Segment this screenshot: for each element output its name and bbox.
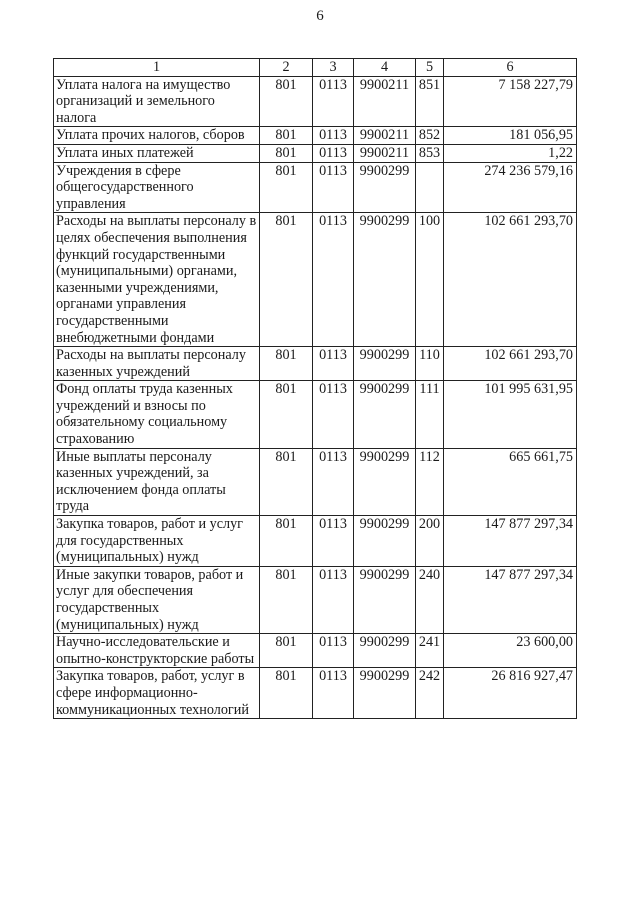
row-csr-cell: 9900299	[354, 448, 416, 515]
row-vr-cell: 200	[416, 516, 444, 567]
header-cell: 5	[416, 59, 444, 77]
row-vr-cell	[416, 162, 444, 213]
table-row	[54, 144, 577, 162]
row-sum-cell: 147 877 297,34	[444, 516, 577, 567]
row-razdel-cell: 0113	[313, 448, 354, 515]
row-sum-cell: 102 661 293,70	[444, 213, 577, 347]
row-csr-cell: 9900299	[354, 634, 416, 668]
row-ved-cell: 801	[260, 162, 313, 213]
row-name-cell: Закупка товаров, работ и услуг для государственных (муниципальных) нужд	[54, 516, 260, 567]
row-sum-cell: 23 600,00	[444, 634, 577, 668]
table-row	[54, 213, 577, 347]
row-name-cell: Уплата налога на имущество организаций и земельного налога	[54, 76, 260, 127]
row-csr-cell: 9900299	[354, 566, 416, 633]
row-name-cell: Иные закупки товаров, работ и услуг для обеспечения государственных (муниципальных) нужд	[54, 566, 260, 633]
table-row	[54, 162, 577, 213]
row-ved-cell: 801	[260, 381, 313, 448]
row-sum-cell: 147 877 297,34	[444, 566, 577, 633]
row-razdel-cell: 0113	[313, 566, 354, 633]
row-vr-cell: 852	[416, 127, 444, 145]
header-cell: 4	[354, 59, 416, 77]
row-vr-cell: 110	[416, 347, 444, 381]
row-sum-cell: 7 158 227,79	[444, 76, 577, 127]
row-ved-cell: 801	[260, 516, 313, 567]
row-razdel-cell: 0113	[313, 516, 354, 567]
table-row	[54, 381, 577, 448]
row-name-cell: Научно-исследовательские и опытно-конструкторские работы	[54, 634, 260, 668]
row-razdel-cell: 0113	[313, 381, 354, 448]
row-razdel-cell: 0113	[313, 634, 354, 668]
row-sum-cell: 181 056,95	[444, 127, 577, 145]
row-sum-cell: 274 236 579,16	[444, 162, 577, 213]
row-ved-cell: 801	[260, 668, 313, 719]
row-name-cell: Закупка товаров, работ, услуг в сфере информационно-коммуникационных технологий	[54, 668, 260, 719]
row-sum-cell: 102 661 293,70	[444, 347, 577, 381]
row-ved-cell: 801	[260, 634, 313, 668]
row-razdel-cell: 0113	[313, 162, 354, 213]
table-row	[54, 634, 577, 668]
row-csr-cell: 9900299	[354, 162, 416, 213]
page-number: 6	[316, 8, 324, 24]
row-name-cell: Расходы на выплаты персоналу в целях обеспечения выполнения функций государственными (муниципальными) органами, казенными учреждениями, органами управления государственными внебюджетными фондами	[54, 213, 260, 347]
row-name-cell: Расходы на выплаты персоналу казенных учреждений	[54, 347, 260, 381]
row-vr-cell: 241	[416, 634, 444, 668]
row-ved-cell: 801	[260, 144, 313, 162]
row-csr-cell: 9900211	[354, 144, 416, 162]
row-vr-cell: 851	[416, 76, 444, 127]
row-vr-cell: 112	[416, 448, 444, 515]
table-row	[54, 566, 577, 633]
table-row	[54, 76, 577, 127]
row-csr-cell: 9900211	[354, 127, 416, 145]
row-sum-cell: 665 661,75	[444, 448, 577, 515]
row-csr-cell: 9900299	[354, 668, 416, 719]
row-ved-cell: 801	[260, 76, 313, 127]
row-ved-cell: 801	[260, 127, 313, 145]
row-ved-cell: 801	[260, 448, 313, 515]
table-row	[54, 516, 577, 567]
row-sum-cell: 26 816 927,47	[444, 668, 577, 719]
row-ved-cell: 801	[260, 566, 313, 633]
header-cell: 6	[444, 59, 577, 77]
row-sum-cell: 101 995 631,95	[444, 381, 577, 448]
row-ved-cell: 801	[260, 347, 313, 381]
row-name-cell: Учреждения в сфере общегосударственного управления	[54, 162, 260, 213]
row-name-cell: Уплата иных платежей	[54, 144, 260, 162]
table-row	[54, 347, 577, 381]
row-name-cell: Иные выплаты персоналу казенных учреждений, за исключением фонда оплаты труда	[54, 448, 260, 515]
header-cell: 1	[54, 59, 260, 77]
row-csr-cell: 9900299	[354, 516, 416, 567]
table-row	[54, 127, 577, 145]
row-razdel-cell: 0113	[313, 668, 354, 719]
header-cell: 3	[313, 59, 354, 77]
row-vr-cell: 100	[416, 213, 444, 347]
row-name-cell: Фонд оплаты труда казенных учреждений и взносы по обязательному социальному страхованию	[54, 381, 260, 448]
header-cell: 2	[260, 59, 313, 77]
row-razdel-cell: 0113	[313, 347, 354, 381]
row-razdel-cell: 0113	[313, 144, 354, 162]
row-vr-cell: 111	[416, 381, 444, 448]
row-csr-cell: 9900299	[354, 213, 416, 347]
table-body	[54, 76, 577, 719]
row-vr-cell: 242	[416, 668, 444, 719]
row-razdel-cell: 0113	[313, 76, 354, 127]
row-razdel-cell: 0113	[313, 127, 354, 145]
row-csr-cell: 9900299	[354, 381, 416, 448]
row-vr-cell: 240	[416, 566, 444, 633]
table-row	[54, 668, 577, 719]
row-vr-cell: 853	[416, 144, 444, 162]
table-row	[54, 448, 577, 515]
row-name-cell: Уплата прочих налогов, сборов	[54, 127, 260, 145]
row-razdel-cell: 0113	[313, 213, 354, 347]
table-header-row	[54, 59, 577, 77]
row-ved-cell: 801	[260, 213, 313, 347]
budget-table	[53, 58, 577, 719]
row-csr-cell: 9900299	[354, 347, 416, 381]
row-csr-cell: 9900211	[354, 76, 416, 127]
row-sum-cell: 1,22	[444, 144, 577, 162]
